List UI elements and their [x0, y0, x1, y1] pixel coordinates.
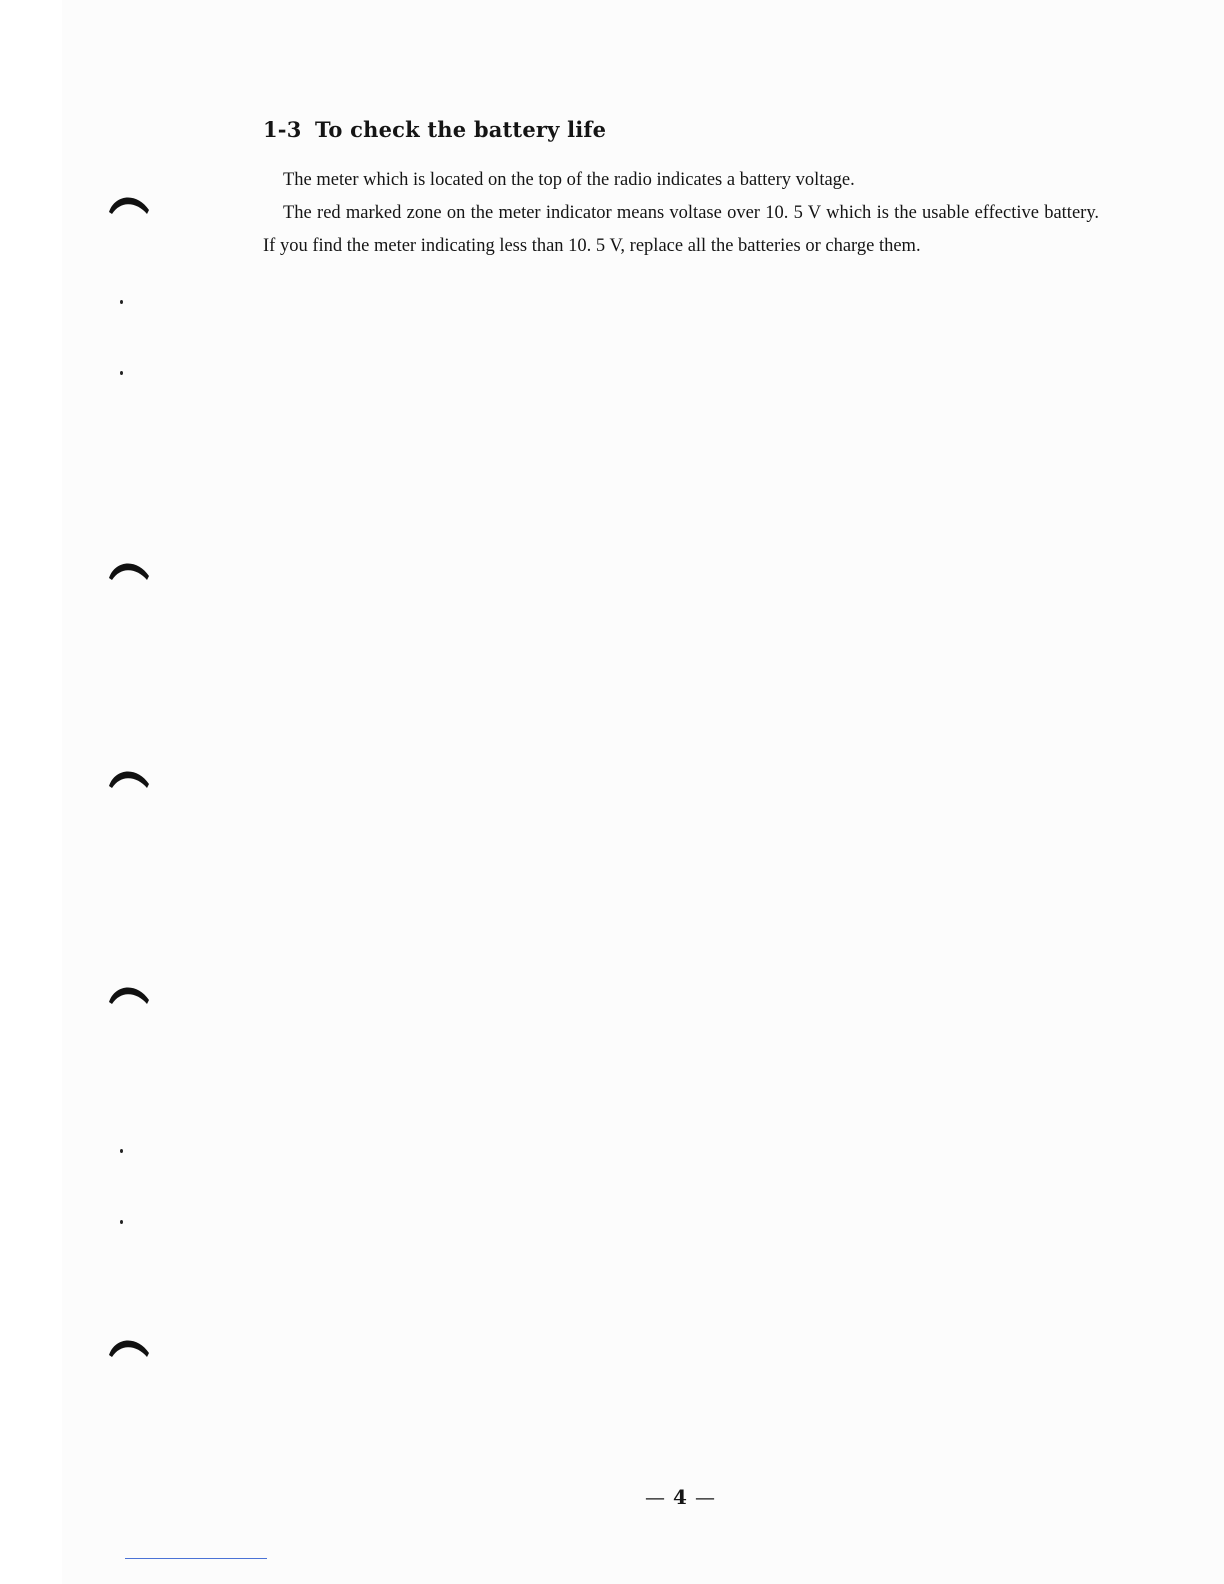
binder-hole-5 — [107, 1333, 151, 1359]
margin-speck — [120, 300, 123, 304]
footer-dash-left: — — [645, 1485, 666, 1509]
section-title: To check the battery life — [315, 117, 607, 142]
bottom-edge-line — [125, 1558, 267, 1559]
paragraph-meter-location: The meter which is located on the top of the radio indicates a battery voltage. — [283, 170, 855, 190]
section-number: 1-3 — [263, 117, 302, 142]
margin-speck — [120, 1149, 123, 1153]
footer-dash-right: — — [694, 1485, 715, 1509]
paragraph-red-zone: The red marked zone on the meter indicator means voltase over 10. 5 V which is the usable effective battery. If you find the meter indicating less than 10. 5 V, replace all the batteries or charge them. — [263, 203, 1099, 256]
page-number: 4 — [673, 1485, 687, 1509]
binder-hole-3 — [107, 764, 151, 790]
binder-hole-1 — [107, 190, 151, 216]
margin-speck — [120, 1220, 123, 1224]
main-content — [263, 112, 1099, 263]
binder-hole-4 — [107, 980, 151, 1006]
margin-speck — [120, 371, 123, 375]
section-heading — [263, 112, 1099, 148]
binder-hole-2 — [107, 556, 151, 582]
page-footer — [0, 1482, 1224, 1512]
